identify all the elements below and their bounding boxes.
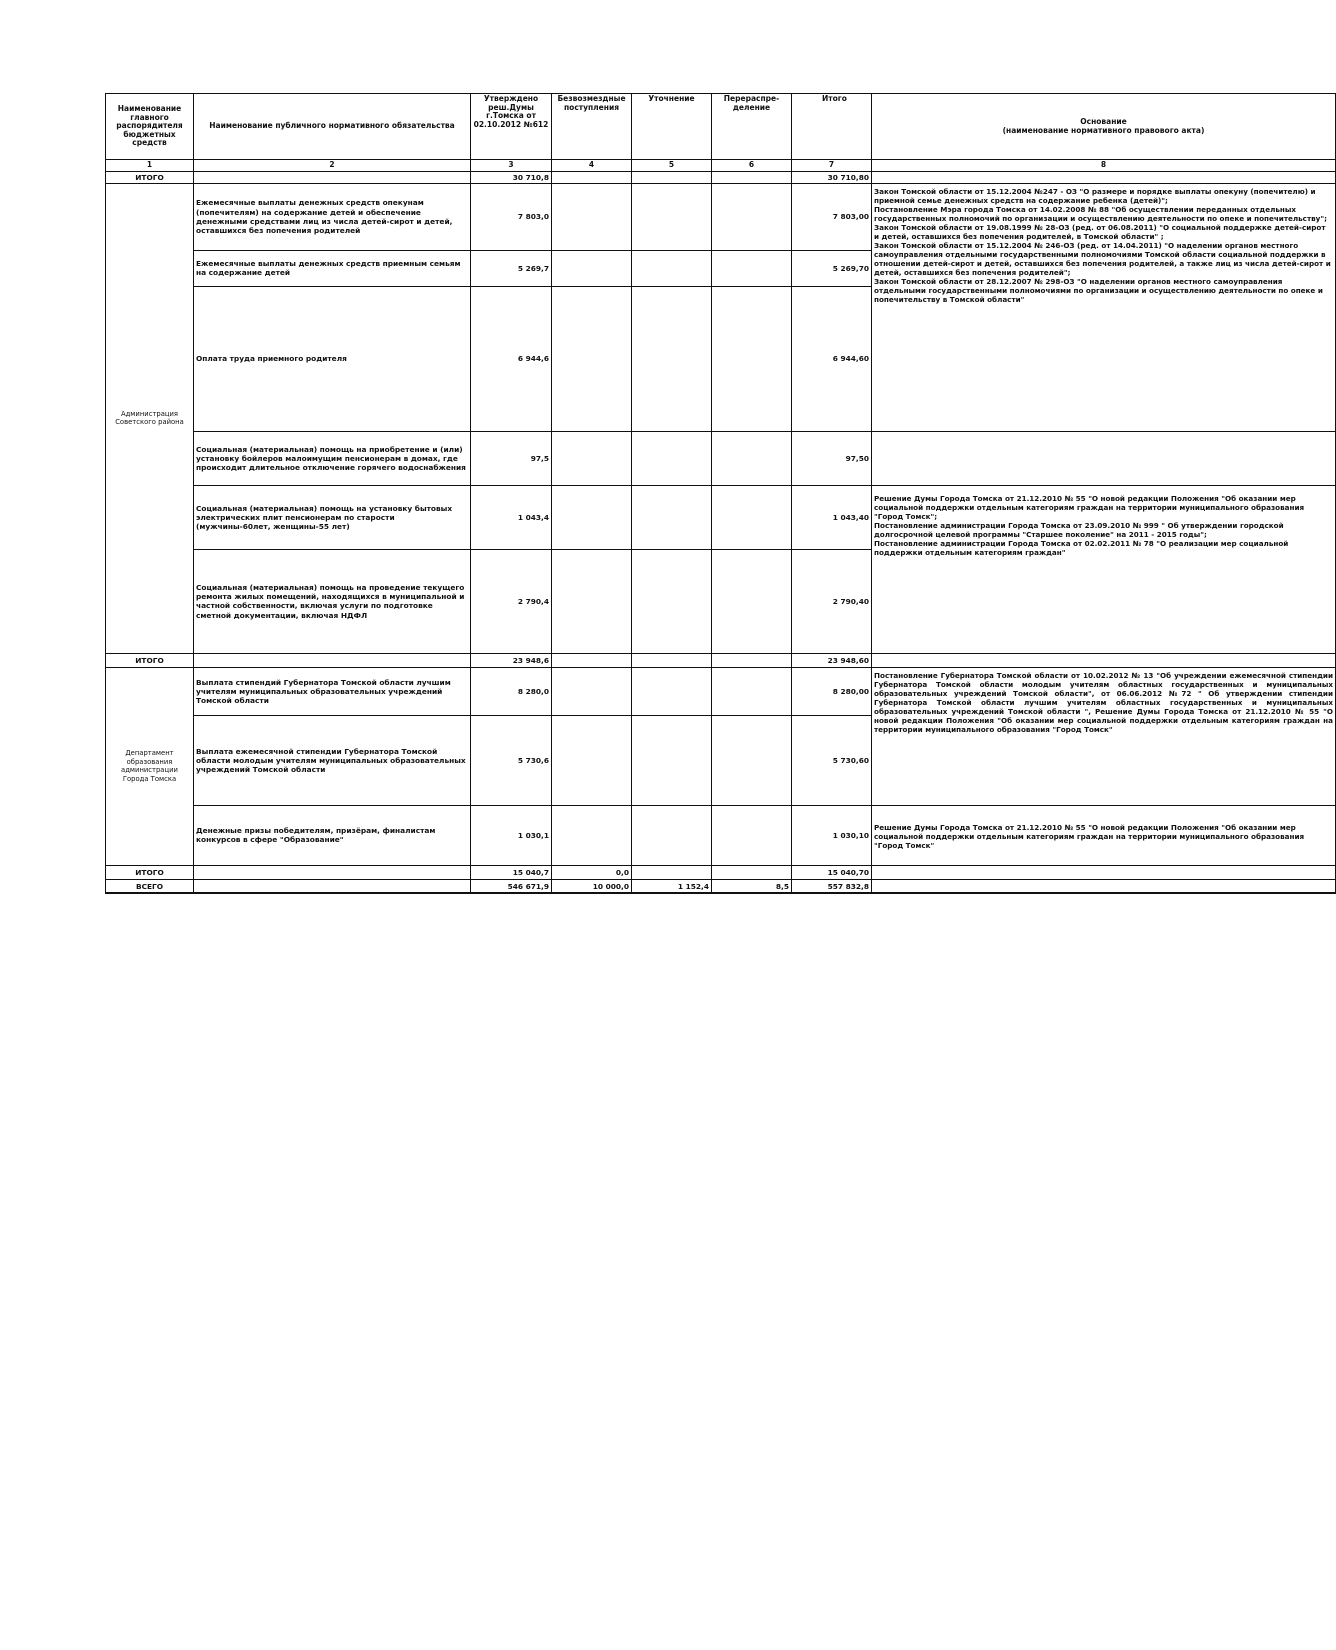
basis-text [872,183,1336,431]
header-row [106,94,1336,160]
approved-value: 1 030,1 [471,805,552,865]
total-value: 7 803,00 [792,183,872,250]
subtotal-approved: 15 040,7 [471,865,552,879]
col-number: 5 [632,160,712,172]
approved-value: 5 730,6 [471,715,552,805]
total-approved: 30 710,8 [471,171,552,183]
header-col2: Наименование публичного нормативного обязательства [194,94,471,160]
basis-paragraph: Постановление Мэра города Томска от 14.02.2008 № 88 "Об осуществлении переданных отдельных государственных полномочий по организации и осуществлению деятельности по опеке и попечительству"; [874,204,1327,223]
grand-total-label: ВСЕГО [106,879,194,893]
header-col1: Наименование главного распорядителя бюджетных средств [106,94,194,160]
subtotal-label: ИТОГО [106,865,194,879]
subtotal-row [106,865,1336,879]
basis-paragraph: Решение Думы Города Томска от 21.12.2010 № 55 "О новой редакции Положения "Об оказании мер социальной поддержки отдельным категориям граждан на территории муниципального образования "Город Томск" [874,822,1305,850]
basis-text [872,805,1336,865]
basis-paragraph: Закон Томской области от 15.12.2004 № 246-ОЗ (ред. от 14.04.2011) "О наделении органов местного самоуправления отдельными государственными полномочиями Томской области социальной поддержки в отношении детей-сирот и детей, оставшихся без попечения родителей, а также лиц из числа детей-сирот и детей, оставшихся без попечения родителей"; [874,240,1331,277]
basis-text [872,485,1336,653]
approved-value: 2 790,4 [471,549,552,653]
subtotal-row [106,653,1336,667]
header-col5: Уточнение [632,94,712,160]
obligation-name: Социальная (материальная) помощь на приобретение и (или) установку бойлеров малоимущим пенсионерам в домах, где происходит длительное отключение горячего водоснабжения [194,431,471,485]
col-number: 1 [106,160,194,172]
total-value: 2 790,40 [792,549,872,653]
obligation-name: Социальная (материальная) помощь на установку бытовых электрических плит пенсионерам по старости (мужчины-60лет, женщины-55 лет) [194,485,471,549]
org-name: Департамент образования администрации Города Томска [106,667,194,865]
obligation-name: Ежемесячные выплаты денежных средств опекунам (попечителям) на содержание детей и обеспечение денежными средствами лиц из числа детей-сирот и детей, оставшихся без попечения родителей [194,183,471,250]
header-col4: Безвозмездные поступления [552,94,632,160]
approved-value: 6 944,6 [471,286,552,431]
grand-total-sum: 557 832,8 [792,879,872,893]
total-sum: 30 710,80 [792,171,872,183]
subtotal-label: ИТОГО [106,653,194,667]
obligations-table [105,93,1336,894]
subtotal-sum: 15 040,70 [792,865,872,879]
table-row [106,183,1336,250]
table-row [106,805,1336,865]
col-number: 6 [712,160,792,172]
approved-value: 1 043,4 [471,485,552,549]
grand-total-clarification: 1 152,4 [632,879,712,893]
col-number: 2 [194,160,471,172]
approved-value: 8 280,0 [471,667,552,715]
header-col8-title: Основание [1080,116,1127,126]
table-row [106,667,1336,715]
grand-total-redistribution: 8,5 [712,879,792,893]
basis-paragraph: Закон Томской области от 28.12.2007 № 298-ОЗ "О наделении органов местного самоуправления отдельными государственными полномочиями по организации и осуществлению деятельности по опеке и попечительству в Томской области" [874,276,1323,304]
header-col8 [872,94,1336,160]
basis-paragraph: Постановление администрации Города Томска от 02.02.2011 № 78 "О реализации мер социальной поддержки отдельным категориям граждан" [874,538,1289,557]
basis-paragraph: Закон Томской области от 19.08.1999 № 28-ОЗ (ред. от 06.08.2011) "О социальной поддержке детей-сирот и детей, оставшихся без попечения родителей, в Томской области" ; [874,222,1326,241]
basis-paragraph: Закон Томской области от 15.12.2004 №247 - ОЗ "О размере и порядке выплаты опекуну (попечителю) и приемной семье денежных средств на содержание ребенка (детей)"; [874,186,1316,205]
total-label: ИТОГО [106,171,194,183]
obligation-name: Выплата ежемесячной стипендии Губернатора Томской области молодым учителям муниципальных образовательных учреждений Томской области [194,715,471,805]
header-col3: Утверждено реш.Думы г.Томска от 02.10.2012 №612 [471,94,552,160]
col-number: 8 [872,160,1336,172]
total-value: 8 280,00 [792,667,872,715]
table-row [106,485,1336,549]
header-col8-sub: (наименование нормативного правового акта) [1002,125,1205,135]
total-value: 5 730,60 [792,715,872,805]
basis-text [872,667,1336,805]
total-value: 1 030,10 [792,805,872,865]
basis-paragraph: Решение Думы Города Томска от 21.12.2010 № 55 "О новой редакции Положения "Об оказании мер социальной поддержки отдельным категориям граждан на территории муниципального образования "Город Томск"; [874,493,1305,521]
col-number: 3 [471,160,552,172]
org-name: Администрация Советского района [106,183,194,653]
grand-total-approved: 546 671,9 [471,879,552,893]
header-col6: Перераспре-деление [712,94,792,160]
approved-value: 97,5 [471,431,552,485]
table-row [106,431,1336,485]
basis-paragraph: Постановление администрации Города Томска от 23.09.2010 № 999 " Об утверждении городской долгосрочной целевой программы "Старшее поколение" на 2011 - 2015 годы"; [874,520,1284,539]
subtotal-sum: 23 948,60 [792,653,872,667]
approved-value: 7 803,0 [471,183,552,250]
obligation-name: Социальная (материальная) помощь на проведение текущего ремонта жилых помещений, находящихся в муниципальной и частной собственности, включая услуги по подготовке сметной документации, включая НДФЛ [194,549,471,653]
grand-total-gratis: 10 000,0 [552,879,632,893]
col-number: 4 [552,160,632,172]
obligation-name: Оплата труда приемного родителя [194,286,471,431]
total-value: 1 043,40 [792,485,872,549]
column-number-row [106,160,1336,172]
obligation-name: Денежные призы победителям, призёрам, финалистам конкурсов в сфере "Образование" [194,805,471,865]
header-col7: Итого [792,94,872,160]
basis-paragraph: Постановление Губернатора Томской области от 10.02.2012 № 13 "Об учреждении ежемесячной стипендии Губернатора Томской области молодым учителям областных государственных и муниципальных образовательных учреждений Томской области", от 06.06.2012 №72 " Об утверждении стипендии Губернатора Томской области лучшим учителям областных государственных и муниципальных образовательных учреждений Томской области ", Решение Думы Города Томска от 21.12.2010 № 55 "О новой редакции Положения "Об оказании мер социальной поддержки отдельным категориям граждан на территории муниципального образования "Город Томск" [874,670,1333,734]
col-number: 7 [792,160,872,172]
obligation-name: Ежемесячные выплаты денежных средств приемным семьям на содержание детей [194,250,471,286]
subtotal-gratis: 0,0 [552,865,632,879]
total-value: 6 944,60 [792,286,872,431]
document-page [105,93,1333,950]
top-total-row [106,171,1336,183]
total-value: 5 269,70 [792,250,872,286]
obligation-name: Выплата стипендий Губернатора Томской области лучшим учителям муниципальных образовательных учреждений Томской области [194,667,471,715]
grand-total-row [106,879,1336,893]
approved-value: 5 269,7 [471,250,552,286]
subtotal-approved: 23 948,6 [471,653,552,667]
total-value: 97,50 [792,431,872,485]
